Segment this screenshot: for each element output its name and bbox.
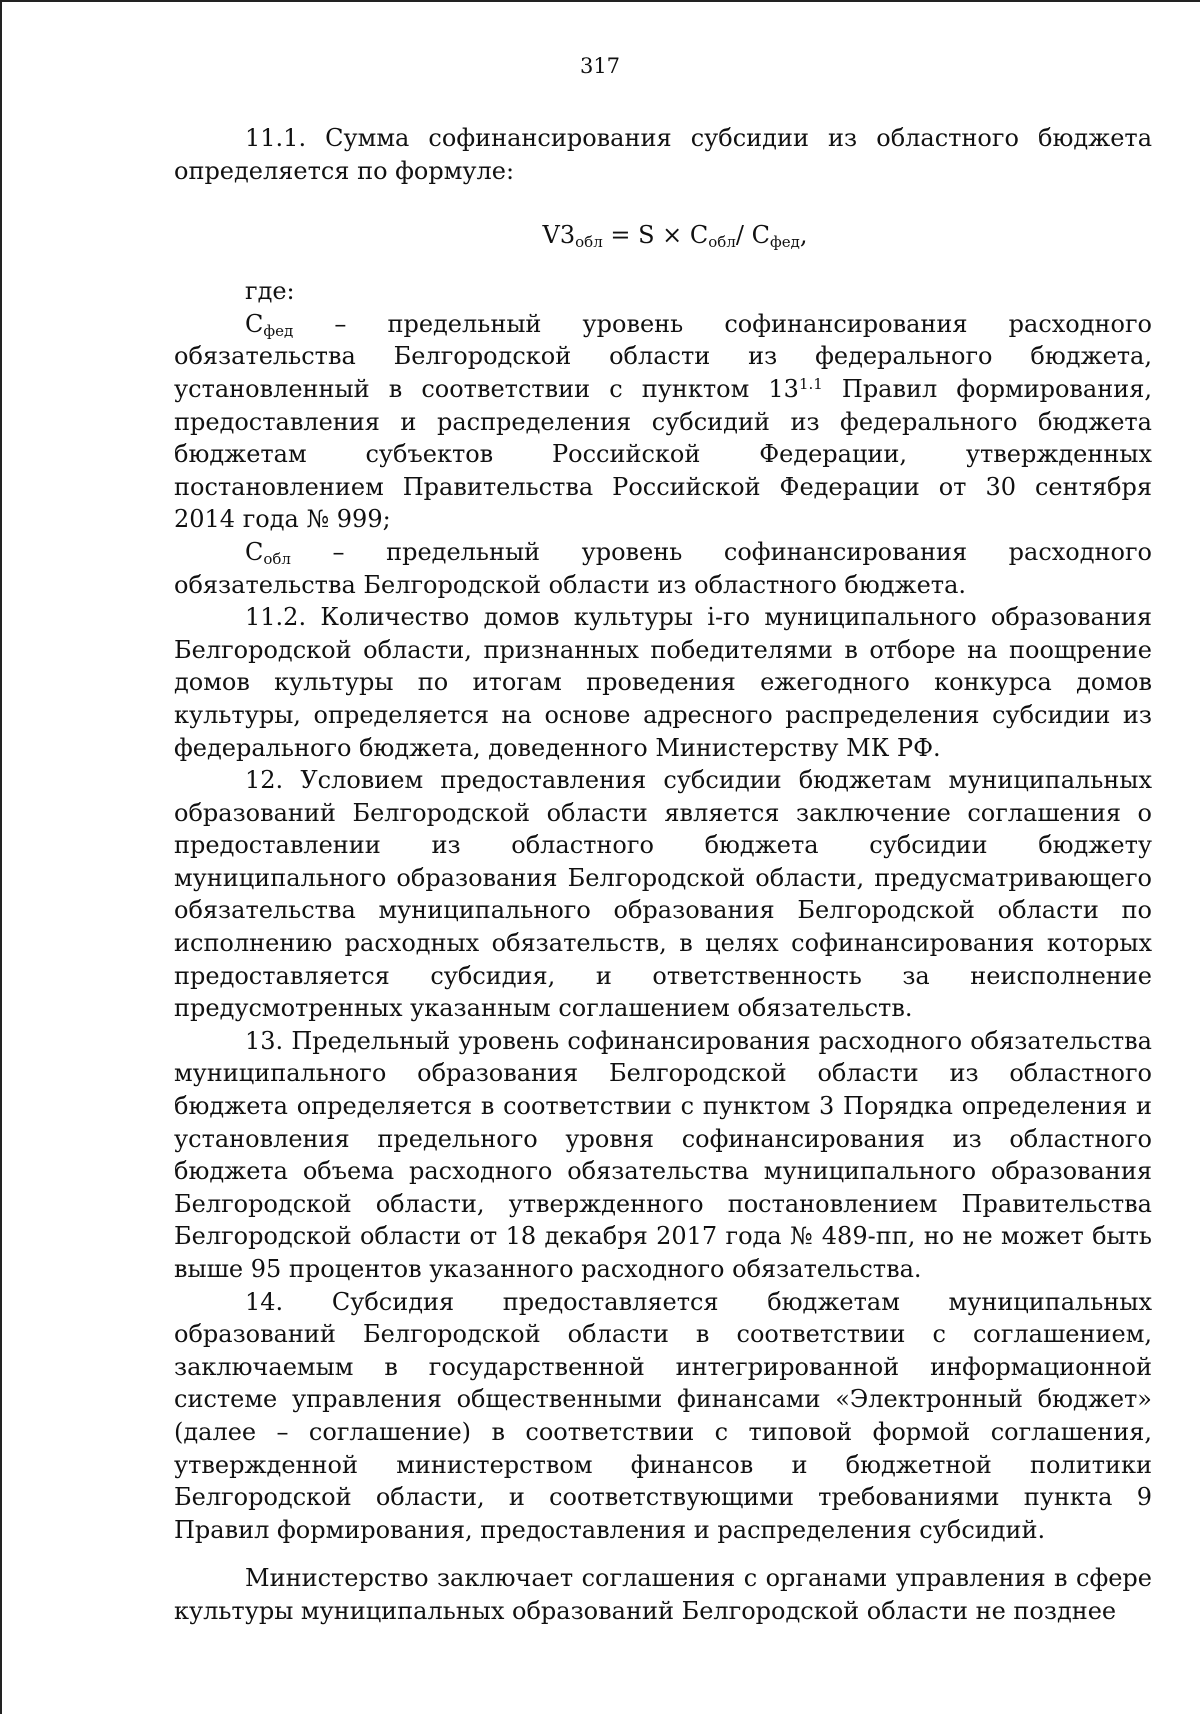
c-fed-subscript: фед [263,321,294,340]
definition-c-obl [174,536,1152,601]
paragraph-11-1: 11.1. Сумма софинансирования субсидии из областного бюджета определяется по формуле: [174,124,1152,185]
c-fed-superscript: 1.1 [798,374,823,393]
formula-lhs-subscript: обл [575,233,603,252]
formula-c-fed-subscript: фед [769,233,800,252]
paragraph-12: 12. Условием предоставления субсидии бюджетам муниципальных образований Белгородской области является заключение соглашения о предоставлении из областного бюджета субсидии бюджету муниципального образования Белгородской области, предусматривающего обязательства муниципального образования Белгородской области по исполнению расходных обязательств, в целях софинансирования которых предоставляется субсидия, и ответственность за неисполнение предусмотренных указанным соглашением обязательств. [174,766,1152,1023]
scan-border-top [0,0,1200,2]
c-fed-symbol: С [245,309,264,338]
formula-equals: = S × С [602,221,709,250]
formula [174,217,1152,253]
page-number: 317 [579,54,621,78]
paragraph-11-2: 11.2. Количество домов культуры i-го муниципального образования Белгородской области, признанных победителями в отборе на поощрение домов культуры по итогам проведения ежегодного конкурса домов культуры, определяется на основе адресного распределения субсидии из федерального бюджета, доведенного Министерству МК РФ. [174,603,1152,762]
formula-c-obl-subscript: обл [708,233,736,252]
c-fed-text-part2: Правил формирования, предоставления и распределения субсидий из федерального бюджета бюджетам субъектов Российской Федерации, утвержденных постановлением Правительства Российской Федерации от 30 сентября 2014 года № 999; [174,374,1152,534]
scan-border-left [0,0,2,1714]
formula-tail: , [799,221,808,250]
paragraph-ministry: Министерство заключает соглашения с органами управления в сфере культуры муниципальных образований Белгородской области не позднее [174,1564,1152,1625]
formula-lhs: V3 [542,221,576,250]
paragraph-13: 13. Предельный уровень софинансирования расходного обязательства муниципального образования Белгородской области из областного бюджета определяется в соответствии с пунктом 3 Порядка определения и установления предельного уровня софинансирования из областного бюджета объема расходного обязательства муниципального образования Белгородской области, утвержденного постановлением Правительства Белгородской области от 18 декабря 2017 года № 489-пп, но не может быть выше 95 процентов указанного расходного обязательства. [174,1026,1152,1283]
definition-c-fed [174,308,1152,536]
formula-division: / С [735,221,770,250]
where-label: где: [245,277,295,306]
c-obl-subscript: обл [263,549,291,568]
paragraph-14: 14. Субсидия предоставляется бюджетам муниципальных образований Белгородской области в соответствии с соглашением, заключаемым в государственной интегрированной информационной системе управления общественными финансами «Электронный бюджет» (далее – соглашение) в соответствии с типовой формой соглашения, утвержденной министерством финансов и бюджетной политики Белгородской области, и соответствующими требованиями пункта 9 Правил формирования, предоставления и распределения субсидий. [174,1287,1152,1544]
c-obl-text: – предельный уровень софинансирования расходного обязательства Белгородской области из областного бюджета. [174,537,1152,599]
document-body [174,122,1152,1628]
c-obl-symbol: С [245,537,264,566]
c-fed-text-part1: – предельный уровень софинансирования расходного обязательства Белгородской области из федерального бюджета, установленный в соответствии с пунктом 13 [174,309,1152,403]
